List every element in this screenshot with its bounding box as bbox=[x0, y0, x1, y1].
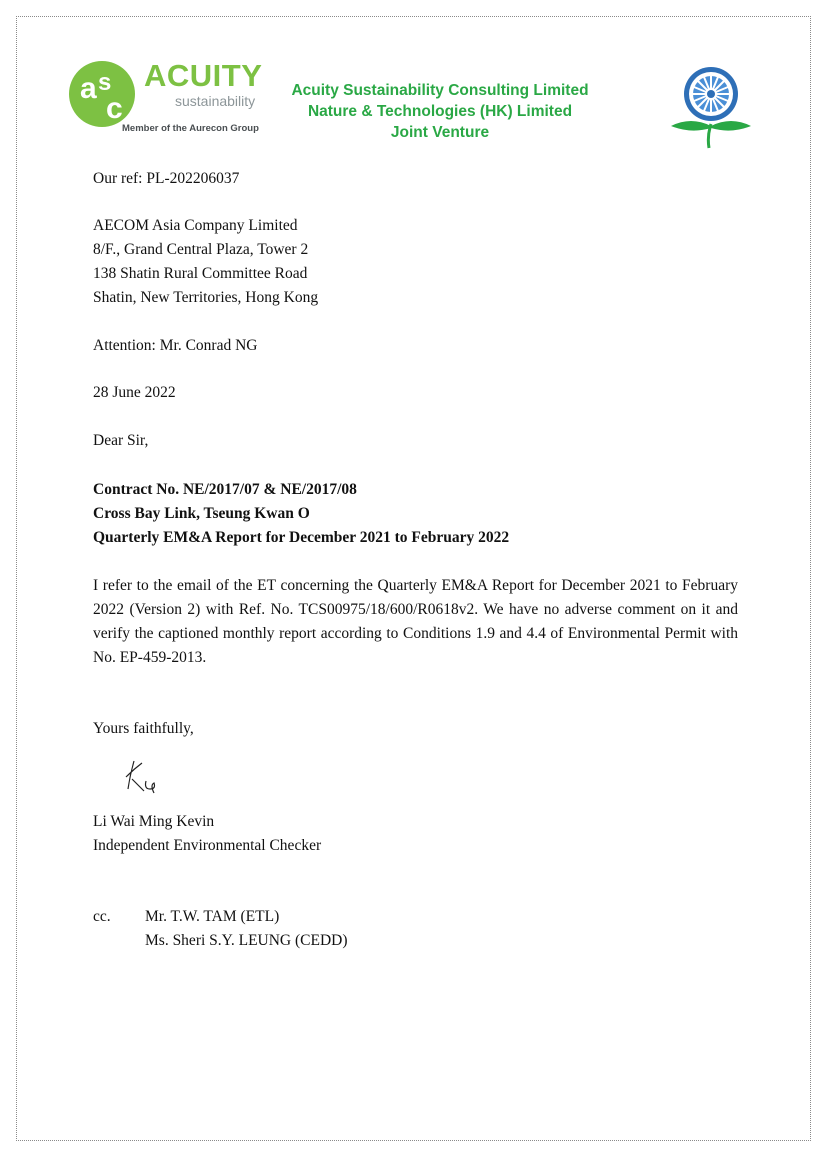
logo-subtitle: sustainability bbox=[175, 93, 256, 109]
address-line: 138 Shatin Rural Committee Road bbox=[93, 265, 308, 282]
cc-recipient: Mr. T.W. TAM (ETL) bbox=[145, 908, 280, 925]
subject-line: Contract No. NE/2017/07 & NE/2017/08 bbox=[93, 481, 357, 498]
salutation: Dear Sir, bbox=[93, 432, 149, 449]
cc-label: cc. bbox=[93, 908, 111, 925]
logo-brand: ACUITY bbox=[144, 58, 263, 93]
svg-text:a: a bbox=[80, 72, 97, 105]
letterhead-title bbox=[270, 80, 610, 143]
acuity-logo bbox=[68, 58, 263, 140]
logo-member-text: Member of the Aurecon Group bbox=[122, 123, 259, 134]
letterhead-line: Acuity Sustainability Consulting Limited bbox=[291, 82, 589, 99]
letterhead-line: Joint Venture bbox=[390, 124, 490, 141]
subject-line: Quarterly EM&A Report for December 2021 to February 2022 bbox=[93, 529, 510, 546]
address-line: 8/F., Grand Central Plaza, Tower 2 bbox=[93, 241, 309, 258]
cc-recipient: Ms. Sheri S.Y. LEUNG (CEDD) bbox=[145, 932, 348, 949]
svg-text:c: c bbox=[106, 92, 123, 125]
handwritten-signature bbox=[120, 755, 168, 797]
address-line: Shatin, New Territories, Hong Kong bbox=[93, 289, 319, 306]
signatory-title: Independent Environmental Checker bbox=[93, 837, 322, 854]
subject-line: Cross Bay Link, Tseung Kwan O bbox=[93, 505, 310, 522]
svg-text:s: s bbox=[98, 69, 112, 96]
closing: Yours faithfully, bbox=[93, 720, 194, 737]
our-reference: Our ref: PL-202206037 bbox=[93, 170, 240, 187]
address-line: AECOM Asia Company Limited bbox=[93, 217, 298, 234]
body-paragraph: I refer to the email of the ET concerning the Quarterly EM&A Report for December 2021 to February 2022 (Version 2) with Ref. No. TCS00975/18/600/R0618v2. We have no adverse comment on it and verify the captioned monthly report according to Conditions 1.9 and 4.4 of Environmental Permit with No. EP-459-2013. bbox=[93, 577, 738, 666]
wheel-flower-icon bbox=[667, 64, 755, 152]
attention-line: Attention: Mr. Conrad NG bbox=[93, 337, 258, 354]
asc-monogram-icon bbox=[68, 58, 144, 130]
letter-date: 28 June 2022 bbox=[93, 384, 176, 401]
letterhead-line: Nature & Technologies (HK) Limited bbox=[307, 103, 573, 120]
signatory-name: Li Wai Ming Kevin bbox=[93, 813, 215, 830]
